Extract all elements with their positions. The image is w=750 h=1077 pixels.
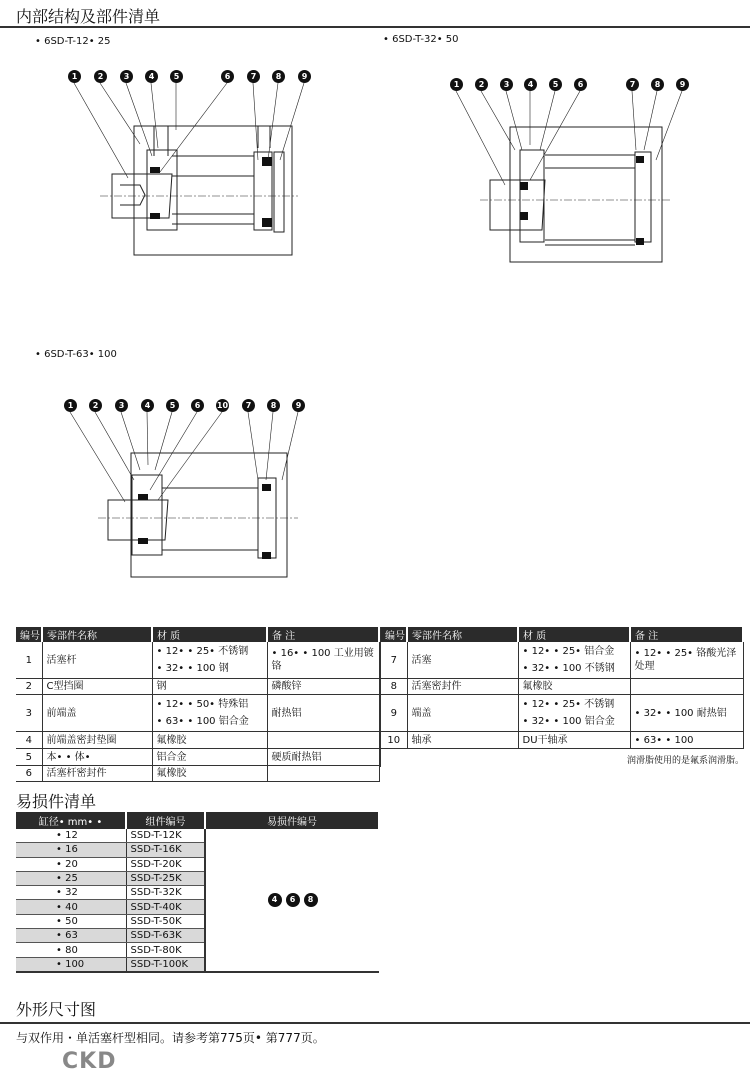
callout: 2 <box>94 70 107 83</box>
callout: 3 <box>115 399 128 412</box>
callout: 7 <box>247 70 260 83</box>
table-row <box>16 829 379 843</box>
diagram-2 <box>456 91 682 262</box>
material-line: • 32• • 100 不锈钢 <box>522 663 615 674</box>
part-material <box>152 642 267 679</box>
header-name: 零部件名称 <box>407 627 518 642</box>
callout: 1 <box>64 399 77 412</box>
model-label-2: • 6SD-T-32• 50 <box>383 34 459 45</box>
parts-table-left <box>16 627 380 782</box>
part-name: 前端盖密封垫圈 <box>42 732 152 749</box>
kit-no: SSD-T-16K <box>126 843 205 857</box>
part-name: 活塞密封件 <box>407 679 518 695</box>
part-material <box>518 695 630 732</box>
part-no: 2 <box>16 679 42 695</box>
part-note: 硬质耐热铝 <box>267 749 379 766</box>
bore: • 63 <box>16 929 126 943</box>
part-no: 4 <box>16 732 42 749</box>
table-row <box>16 695 379 732</box>
table-header <box>381 627 743 642</box>
table-row <box>16 679 379 695</box>
part-note: • 16• • 100 工业用镀铬 <box>267 642 379 679</box>
part-4-badge: 4 <box>268 893 282 907</box>
callout: 6 <box>574 78 587 91</box>
bore: • 50 <box>16 914 126 928</box>
callout: 8 <box>651 78 664 91</box>
bore: • 100 <box>16 957 126 972</box>
part-note: • 32• • 100 耐热铝 <box>630 695 743 732</box>
callout: 3 <box>500 78 513 91</box>
callout: 2 <box>475 78 488 91</box>
part-no: 3 <box>16 695 42 732</box>
table-header <box>16 627 379 642</box>
part-material: 氟橡胶 <box>152 766 267 782</box>
part-material: 铝合金 <box>152 749 267 766</box>
part-no: 6 <box>16 766 42 782</box>
diagram-1 <box>74 83 304 255</box>
callout: 7 <box>626 78 639 91</box>
header-name: 零部件名称 <box>42 627 152 642</box>
callout: 9 <box>292 399 305 412</box>
part-material <box>152 695 267 732</box>
kit-no: SSD-T-50K <box>126 914 205 928</box>
part-no: 7 <box>381 642 407 679</box>
kit-no: SSD-T-20K <box>126 857 205 871</box>
table-row <box>381 695 743 732</box>
wear-parts-table <box>16 812 380 973</box>
divider <box>0 1022 750 1024</box>
kit-no: SSD-T-40K <box>126 900 205 914</box>
callout: 8 <box>267 399 280 412</box>
callout: 1 <box>68 70 81 83</box>
callout: 7 <box>242 399 255 412</box>
material-line: • 12• • 25• 不锈钢 <box>156 646 249 657</box>
callout: 4 <box>145 70 158 83</box>
table-row <box>381 679 743 695</box>
part-name: C型挡圈 <box>42 679 152 695</box>
bore: • 80 <box>16 943 126 957</box>
lubricant-note: 润滑脂使用的是氟系润滑脂。 <box>626 756 744 766</box>
part-material: 钢 <box>152 679 267 695</box>
callout: 9 <box>298 70 311 83</box>
callout: 6 <box>191 399 204 412</box>
bore: • 20 <box>16 857 126 871</box>
table-header <box>16 812 379 829</box>
material-line: • 12• • 50• 特殊铝 <box>156 699 249 710</box>
callout: 9 <box>676 78 689 91</box>
table-row <box>16 749 379 766</box>
callout: 3 <box>120 70 133 83</box>
callout: 4 <box>141 399 154 412</box>
table-row <box>381 732 743 749</box>
ckd-logo: CKD <box>62 1048 117 1074</box>
bore: • 12 <box>16 829 126 843</box>
bore: • 40 <box>16 900 126 914</box>
header-material: 材 质 <box>518 627 630 642</box>
table-row <box>16 766 379 782</box>
part-no: 1 <box>16 642 42 679</box>
part-material: 氟橡胶 <box>518 679 630 695</box>
callout: 5 <box>166 399 179 412</box>
kit-no: SSD-T-80K <box>126 943 205 957</box>
part-name: 轴承 <box>407 732 518 749</box>
material-line: • 63• • 100 铝合金 <box>156 716 249 727</box>
part-no: 9 <box>381 695 407 732</box>
bore: • 25 <box>16 871 126 885</box>
diagram-3 <box>70 412 298 577</box>
part-material: 氟橡胶 <box>152 732 267 749</box>
bore: • 16 <box>16 843 126 857</box>
part-material <box>518 642 630 679</box>
parts-table-right <box>381 627 744 749</box>
material-line: • 12• • 25• 铝合金 <box>522 646 615 657</box>
part-name: 活塞 <box>407 642 518 679</box>
wear-title: 易损件清单 <box>16 792 97 811</box>
part-name: 端盖 <box>407 695 518 732</box>
callout: 4 <box>524 78 537 91</box>
part-note <box>267 732 379 749</box>
header-kit: 组件编号 <box>126 812 205 829</box>
material-line: • 12• • 25• 不锈钢 <box>522 699 615 710</box>
part-name: 本• • 体• <box>42 749 152 766</box>
header-bore: 缸径• mm• • <box>16 812 126 829</box>
part-note: 磷酸锌 <box>267 679 379 695</box>
parts-tables <box>16 627 743 782</box>
kit-no: SSD-T-100K <box>126 957 205 972</box>
material-line: • 32• • 100 铝合金 <box>522 716 615 727</box>
wear-table-wrap <box>16 812 379 973</box>
part-name: 活塞杆密封件 <box>42 766 152 782</box>
material-line: • 32• • 100 钢 <box>156 663 229 674</box>
callout: 10 <box>216 401 229 410</box>
model-label-1: • 6SD-T-12• 25 <box>35 36 111 47</box>
header-note: 备 注 <box>267 627 379 642</box>
wear-parts-cell <box>205 829 379 972</box>
part-no: 8 <box>381 679 407 695</box>
model-label-3: • 6SD-T-63• 100 <box>35 349 117 360</box>
parts-right-wrap <box>380 627 744 767</box>
parts-left-wrap <box>16 627 379 782</box>
part-no: 10 <box>381 732 407 749</box>
header-no: 编号 <box>381 627 407 642</box>
header-wear-parts: 易损件编号 <box>205 812 379 829</box>
header-material: 材 质 <box>152 627 267 642</box>
table-row <box>16 732 379 749</box>
part-name: 前端盖 <box>42 695 152 732</box>
table-row <box>381 642 743 679</box>
part-no: 5 <box>16 749 42 766</box>
callout: 2 <box>89 399 102 412</box>
header-note: 备 注 <box>630 627 743 642</box>
kit-no: SSD-T-63K <box>126 929 205 943</box>
part-note: • 12• • 25• 铬酸光泽处理 <box>630 642 743 679</box>
bore: • 32 <box>16 886 126 900</box>
part-6-badge: 6 <box>286 893 300 907</box>
part-note: 耐热铝 <box>267 695 379 732</box>
table-row <box>16 642 379 679</box>
section-title: 内部结构及部件清单 <box>16 7 161 26</box>
callout: 6 <box>221 70 234 83</box>
dim-text: 与双作用・单活塞杆型相同。请参考第775页• 第777页。 <box>16 1030 325 1045</box>
part-note: • 63• • 100 <box>630 732 743 749</box>
part-note <box>630 679 743 695</box>
kit-no: SSD-T-32K <box>126 886 205 900</box>
part-8-badge: 8 <box>304 893 318 907</box>
part-name: 活塞杆 <box>42 642 152 679</box>
lower-content <box>0 627 750 1074</box>
dim-title: 外形尺寸图 <box>16 999 97 1019</box>
kit-no: SSD-T-12K <box>126 829 205 843</box>
kit-no: SSD-T-25K <box>126 871 205 885</box>
callout: 1 <box>450 78 463 91</box>
callout: 8 <box>272 70 285 83</box>
part-material: DU干轴承 <box>518 732 630 749</box>
callout: 5 <box>549 78 562 91</box>
callout: 5 <box>170 70 183 83</box>
header-no: 编号 <box>16 627 42 642</box>
part-note <box>267 766 379 782</box>
